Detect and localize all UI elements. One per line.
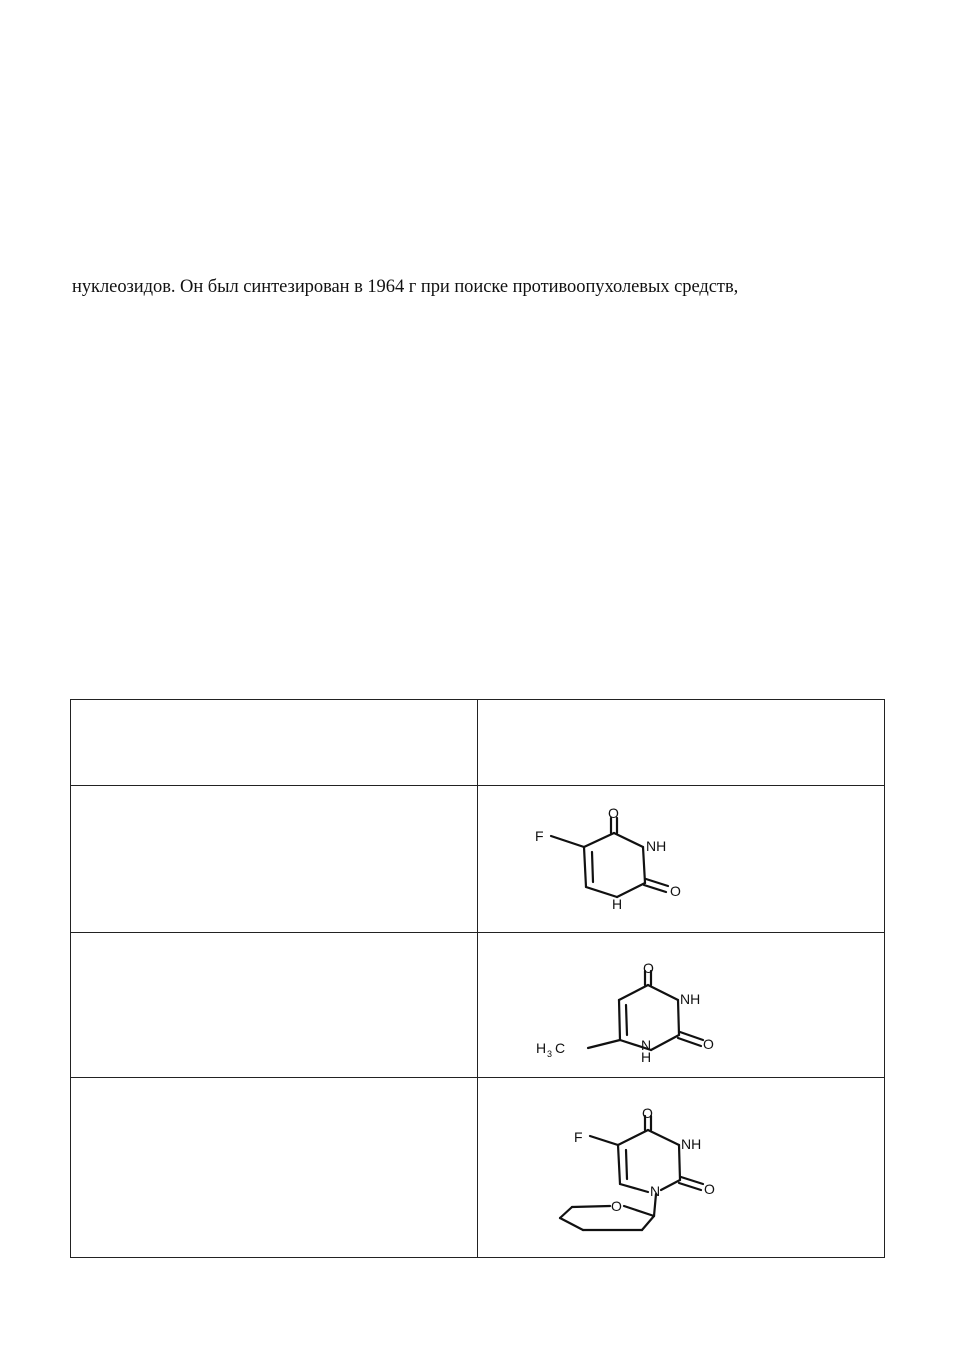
paragraph-line: нуклеозидов. Он был синтезирован в 1964 г при поиске противоопухолевых средств,: [72, 277, 739, 297]
atom-label: O: [642, 1105, 653, 1121]
tegafur-structure: [538, 1105, 768, 1262]
table-cell: [71, 933, 478, 1078]
atom-label: 3: [547, 1049, 553, 1059]
atom-label: H: [641, 1049, 652, 1065]
atom-label: NH: [681, 1136, 702, 1152]
table-cell: [71, 1078, 478, 1258]
atom-label: F: [535, 828, 544, 844]
table-row: [71, 1078, 885, 1258]
methyluracil-structure: [533, 960, 753, 1075]
compounds-table: [70, 699, 885, 1258]
table-row: [71, 786, 885, 933]
atom-label: O: [670, 883, 681, 899]
table-cell: [71, 700, 478, 786]
table-cell: [478, 700, 885, 786]
atom-label: O: [704, 1181, 715, 1197]
atom-label: H: [536, 1040, 547, 1056]
table-row: [71, 933, 885, 1078]
atom-label: NH: [680, 991, 701, 1007]
atom-label: O: [611, 1198, 622, 1214]
atom-label: C: [555, 1040, 566, 1056]
table-row: [71, 700, 885, 786]
structure-cell: [478, 1078, 885, 1258]
atom-label: NH: [646, 838, 667, 854]
atom-label: F: [574, 1129, 583, 1145]
atom-label: O: [643, 960, 654, 976]
fluorouracil-structure: [528, 805, 728, 926]
atom-label: H: [612, 896, 623, 912]
atom-label: N: [641, 1037, 652, 1053]
atom-label: O: [608, 805, 619, 821]
structure-cell: [478, 786, 885, 933]
table-cell: [71, 786, 478, 933]
structure-cell: [478, 933, 885, 1078]
atom-label: N: [650, 1183, 661, 1199]
atom-label: O: [703, 1036, 714, 1052]
